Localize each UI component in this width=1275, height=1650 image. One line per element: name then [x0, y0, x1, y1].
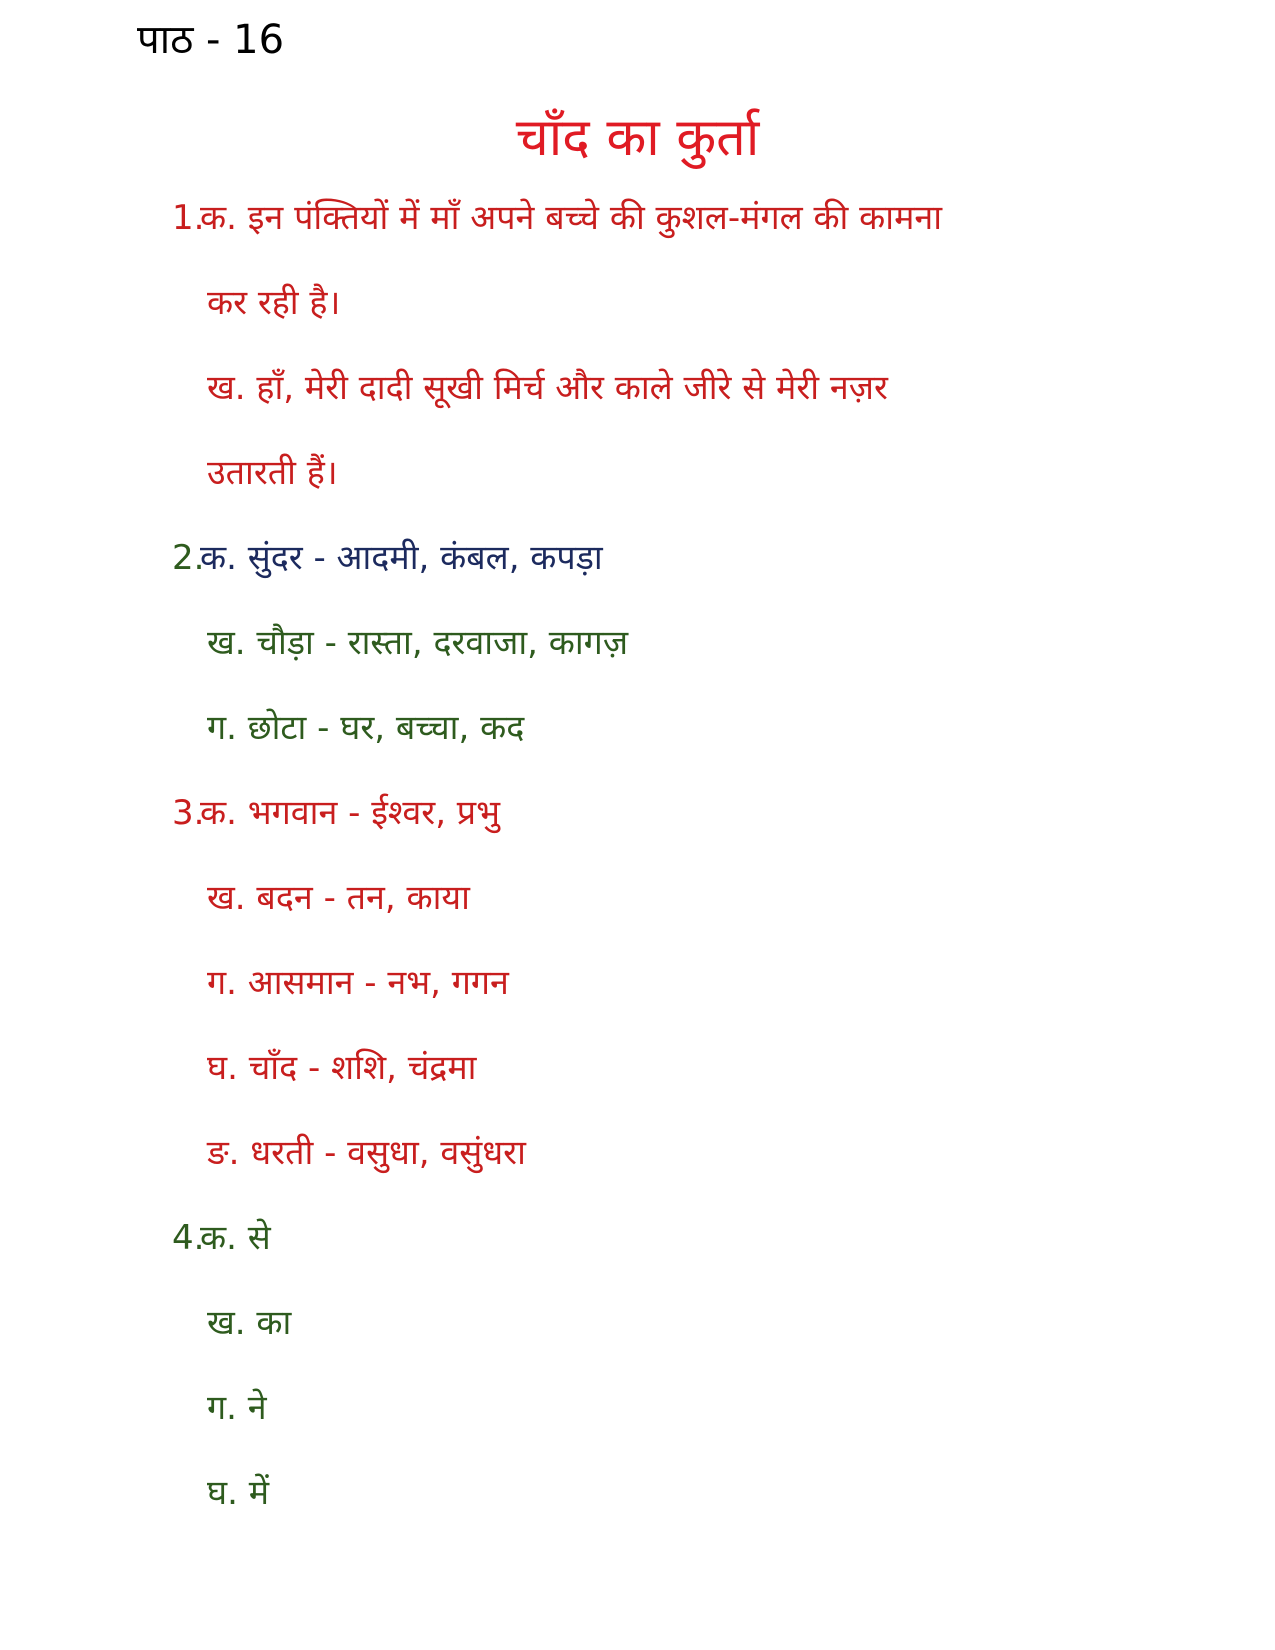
q1-number: 1.: [172, 198, 205, 238]
q3-answer-a: क. भगवान - ईश्वर, प्रभु: [200, 793, 501, 833]
q2-answer-a: क. सुंदर - आदमी, कंबल, कपड़ा: [200, 538, 603, 578]
q4-answer-c: ग. ने: [207, 1388, 267, 1428]
q4-number: 4.: [172, 1218, 205, 1258]
q1-answer-b-line1: ख. हाँ, मेरी दादी सूखी मिर्च और काले जीरे से मेरी नज़र: [207, 368, 888, 408]
q1-answer-a-line2: कर रही है।: [207, 283, 341, 323]
q4-answer-d: घ. में: [207, 1473, 270, 1513]
q3-number: 3.: [172, 793, 205, 833]
q1-answer-a-line1: क. इन पंक्तियों में माँ अपने बच्चे की कुशल-मंगल की कामना: [200, 198, 943, 238]
q2-answer-c: ग. छोटा - घर, बच्चा, कद: [207, 708, 525, 748]
q3-answer-e: ङ. धरती - वसुधा, वसुंधरा: [207, 1133, 526, 1173]
q4-answer-b: ख. का: [207, 1303, 292, 1343]
q2-answer-b: ख. चौड़ा - रास्ता, दरवाजा, कागज़: [207, 623, 629, 663]
page-title: चाँद का कुर्ता: [515, 108, 760, 168]
q3-answer-d: घ. चाँद - शशि, चंद्रमा: [207, 1048, 477, 1088]
q1-answer-b-line2: उतारती हैं।: [207, 453, 338, 493]
lesson-label: पाठ - 16: [137, 17, 285, 63]
q4-answer-a: क. से: [200, 1218, 271, 1258]
q3-answer-c: ग. आसमान - नभ, गगन: [207, 963, 509, 1003]
q3-answer-b: ख. बदन - तन, काया: [207, 878, 470, 918]
q2-number: 2.: [172, 538, 205, 578]
